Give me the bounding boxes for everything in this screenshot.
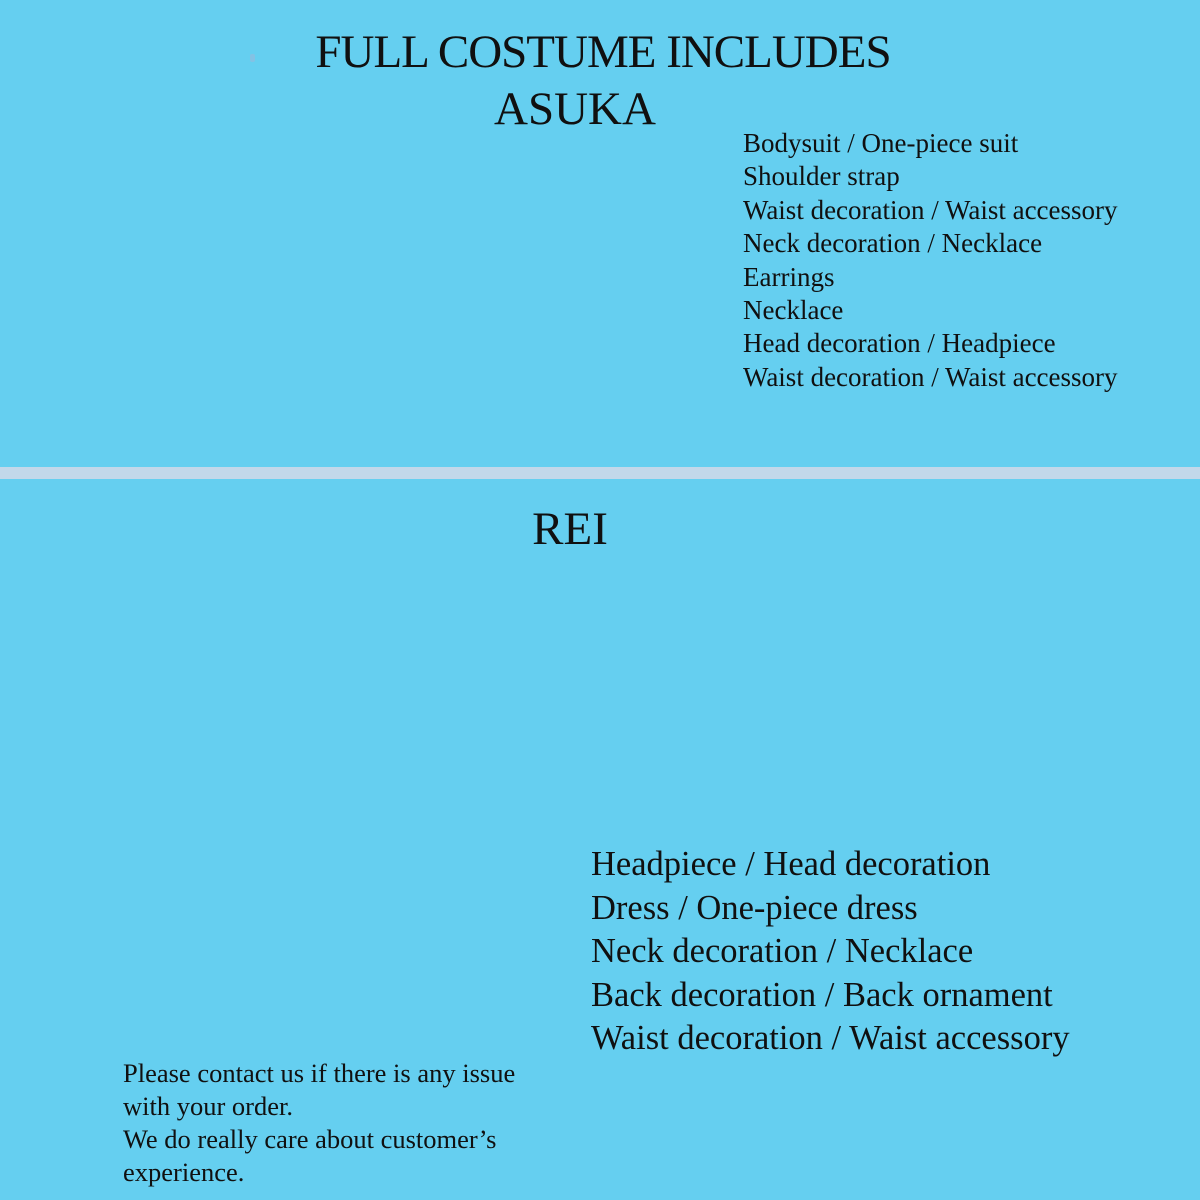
section-title-asuka: ASUKA (494, 83, 656, 135)
costume-item: Shoulder strap (743, 161, 900, 192)
image-artifact-speck (250, 54, 255, 62)
costume-item: Necklace (743, 295, 844, 326)
costume-item: Neck decoration / Necklace (743, 228, 1043, 259)
costume-item: Neck decoration / Necklace (591, 932, 974, 971)
costume-item: Headpiece / Head decoration (591, 845, 991, 883)
costume-item: Waist decoration / Waist accessory (743, 361, 1118, 392)
customer-care-note (123, 1057, 515, 1189)
costume-item: Bodysuit / One-piece suit (743, 128, 1019, 158)
costume-item: Head decoration / Headpiece (743, 328, 1056, 359)
costume-item: Waist decoration / Waist accessory (743, 194, 1118, 225)
section-divider (0, 467, 1200, 479)
asuka-items-list (743, 127, 1118, 394)
note-line: with your order. (123, 1091, 294, 1121)
costume-item: Dress / One-piece dress (591, 888, 918, 927)
costume-item: Back decoration / Back ornament (591, 975, 1053, 1014)
section-title-rei: REI (532, 503, 608, 555)
note-line: experience. (123, 1157, 245, 1187)
rei-items-list (591, 843, 1070, 1061)
costume-item: Waist decoration / Waist accessory (591, 1019, 1070, 1058)
page-title: FULL COSTUME INCLUDES (315, 26, 891, 78)
costume-item: Earrings (743, 261, 835, 292)
note-line: Please contact us if there is any issue (123, 1058, 516, 1088)
note-line: We do really care about customer’s (123, 1124, 497, 1154)
